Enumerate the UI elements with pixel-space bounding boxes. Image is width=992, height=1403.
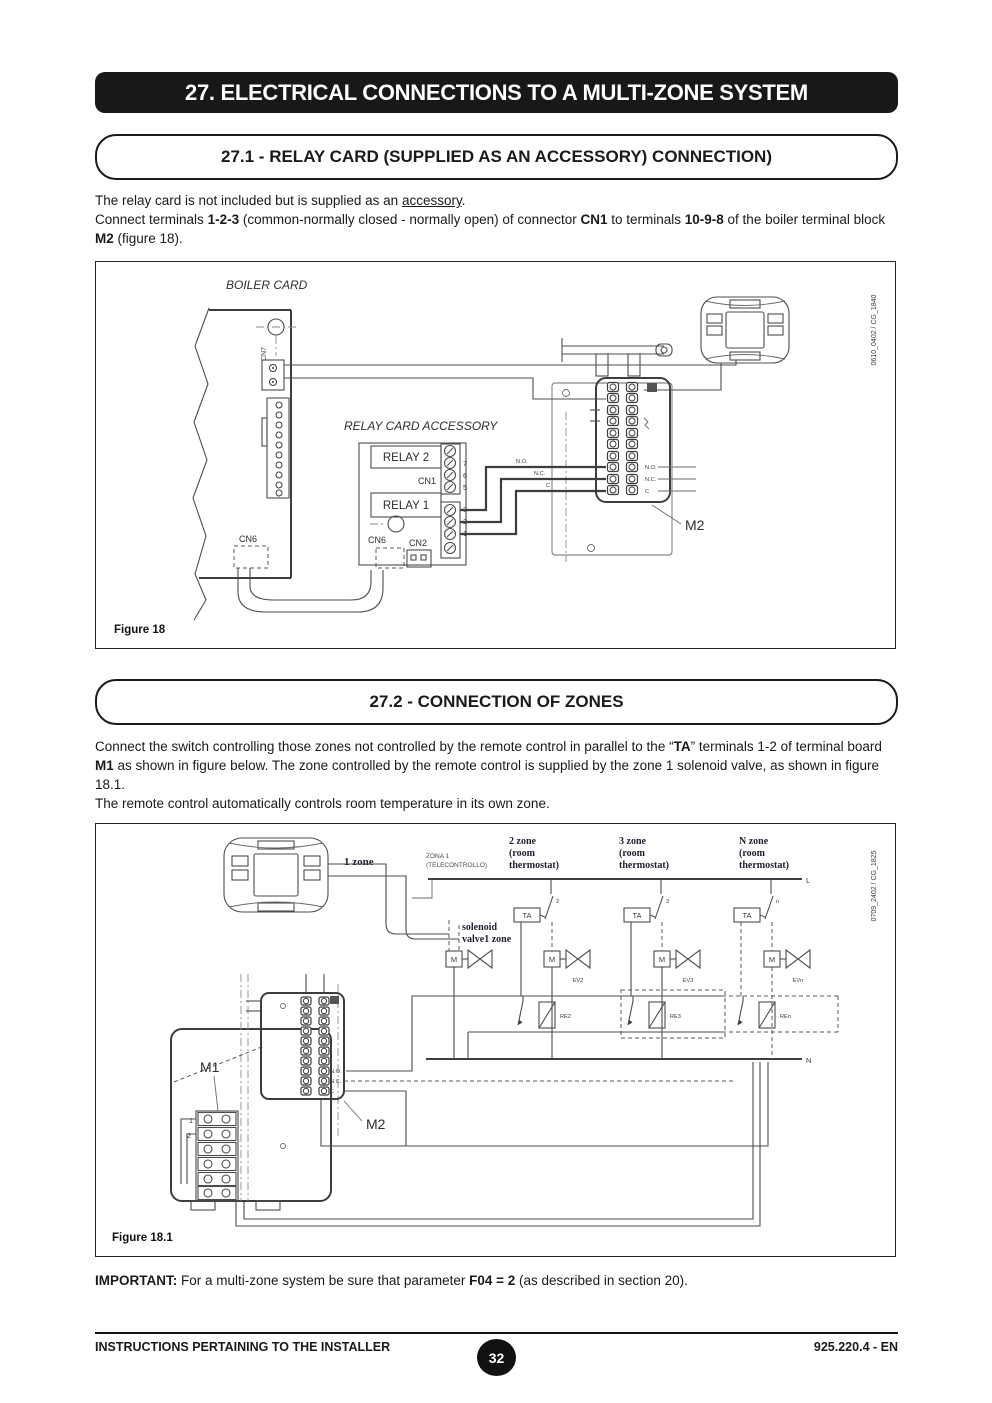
text-run: to terminals	[607, 212, 685, 227]
m2-contact-labels-right	[645, 465, 657, 495]
figure-18-1-diagram	[96, 824, 892, 1253]
relay-card	[359, 443, 467, 568]
text-run-bold: CN1	[580, 212, 608, 227]
svg-text:3: 3	[666, 899, 670, 905]
svg-text:N.C.: N.C.	[534, 471, 546, 477]
figure-18-code: 0610_0402 / CG_1840	[871, 294, 878, 366]
paragraph-relay-card	[95, 191, 901, 248]
section-title: 27. ELECTRICAL CONNECTIONS TO A MULTI-ZONE SYSTEM	[185, 79, 808, 105]
svg-text:1: 1	[188, 1116, 193, 1125]
wire-labels-left	[516, 459, 550, 489]
figure-18-caption: Figure 18	[114, 624, 166, 636]
footer-doc-code: 925.220.4 - EN	[813, 1340, 898, 1354]
text-run: Connect the switch controlling those zones not controlled by the remote control in parallel to the “	[95, 739, 674, 754]
m2-terminal-block	[590, 378, 696, 502]
text-run: as shown in figure below. The zone controlled by the remote control is supplied by the zone 1 solenoid valve, as shown in figure 18.1.	[95, 758, 879, 792]
svg-text:6: 6	[463, 471, 468, 480]
svg-text:2 zone: 2 zone	[509, 836, 536, 847]
svg-text:1: 1	[463, 529, 468, 538]
footer-left-text: INSTRUCTIONS PERTAINING TO THE INSTALLER	[95, 1340, 391, 1354]
text-run-bold: TA	[673, 739, 691, 754]
svg-text:TA: TA	[742, 911, 752, 920]
m2-terminal-strip	[246, 993, 344, 1099]
text-run-bold: F04 = 2	[469, 1273, 516, 1288]
page-number: 32	[488, 1349, 505, 1366]
footer-rule	[95, 1332, 898, 1334]
boiler-card-outline	[193, 308, 296, 620]
svg-text:N.O.: N.O.	[516, 459, 528, 465]
important-note	[95, 1271, 901, 1290]
svg-text:TA: TA	[522, 911, 532, 920]
mounting-bracket	[562, 338, 672, 376]
svg-text:3: 3	[463, 505, 468, 514]
text-run: .	[461, 193, 466, 208]
zona1-label-line1: ZONA 1	[426, 853, 450, 860]
figure-18-1-caption: Figure 18.1	[112, 1232, 173, 1244]
text-run: For a multi-zone system be sure that parameter	[177, 1273, 470, 1288]
svg-text:7: 7	[463, 459, 468, 468]
paragraph-connection-of-zones	[95, 737, 901, 813]
text-run: (common-normally closed - normally open) of connector	[239, 212, 581, 227]
svg-text:(room: (room	[509, 848, 535, 859]
text-run-bold: 10-9-8	[684, 212, 724, 227]
svg-text:M: M	[450, 955, 458, 964]
line-N-label: N	[806, 1056, 812, 1065]
svg-text:EV3: EV3	[682, 978, 694, 984]
svg-text:C: C	[645, 489, 650, 495]
text-run-underlined: accessory	[401, 193, 462, 208]
zone-1-valve	[446, 920, 512, 1059]
text-run-bold: M1	[95, 758, 114, 773]
text-run-bold: IMPORTANT:	[95, 1273, 178, 1288]
svg-text:RE3: RE3	[670, 1014, 681, 1020]
svg-text:EVn: EVn	[792, 978, 804, 984]
remote-control-illustration	[224, 838, 328, 912]
text-run: (as described in section 20).	[515, 1273, 688, 1288]
figure-18-1-code: 0709_2402 / CG_1825	[871, 850, 878, 922]
cn6-boiler-label: CN6	[239, 534, 258, 544]
zona1-label-line2: (TELECONTROLLO)	[426, 862, 488, 869]
m2-strip-contact-labels	[330, 1069, 342, 1095]
zone-1-label: 1 zone	[344, 856, 374, 868]
wiring	[284, 360, 736, 534]
subsection-27-1-heading	[95, 134, 898, 180]
text-run: The relay card is not included but is supplied as an	[95, 193, 402, 208]
svg-text:n: n	[776, 899, 780, 905]
ribbon-cable	[238, 568, 383, 612]
svg-text:RE2: RE2	[560, 1014, 571, 1020]
figure-18-1-frame	[95, 823, 896, 1257]
text-run: of the boiler terminal block	[723, 212, 886, 227]
svg-text:M: M	[548, 955, 556, 964]
m2-callout-label: M2	[685, 517, 705, 533]
line-L-label: L	[806, 876, 811, 885]
figure-18-frame	[95, 261, 896, 649]
figure-18-diagram	[96, 262, 892, 645]
svg-text:thermostat): thermostat)	[619, 860, 669, 871]
remote-control-illustration	[701, 297, 789, 363]
relay-card-accessory-label: RELAY CARD ACCESSORY	[344, 419, 498, 433]
text-run-bold: 1-2-3	[207, 212, 240, 227]
svg-text:valve1 zone: valve1 zone	[462, 934, 512, 945]
svg-text:N.O.: N.O.	[330, 1069, 342, 1075]
svg-text:2: 2	[463, 517, 468, 526]
svg-text:thermostat): thermostat)	[739, 860, 789, 871]
subsection-27-1-title: 27.1 - RELAY CARD (SUPPLIED AS AN ACCESSORY) CONNECTION)	[221, 147, 772, 166]
svg-text:N zone: N zone	[739, 836, 769, 847]
svg-text:N.O.: N.O.	[645, 465, 657, 471]
svg-text:5: 5	[463, 483, 468, 492]
svg-text:M: M	[658, 955, 666, 964]
svg-text:N.C.: N.C.	[645, 477, 657, 483]
text-run: The remote control automatically controls room temperature in its own zone.	[95, 796, 550, 811]
text-run-bold: M2	[95, 231, 114, 246]
section-title-banner	[95, 72, 898, 113]
zone-headers	[509, 836, 789, 871]
svg-text:C: C	[546, 483, 551, 489]
svg-text:N.C.: N.C.	[330, 1079, 342, 1085]
cn1-label: CN1	[417, 476, 436, 486]
svg-text:(room: (room	[619, 848, 645, 859]
svg-text:REn: REn	[780, 1014, 791, 1020]
svg-text:TA: TA	[632, 911, 642, 920]
svg-text:(room: (room	[739, 848, 765, 859]
cn2-label: CN2	[409, 538, 428, 548]
svg-text:3 zone: 3 zone	[619, 836, 646, 847]
remote-wires	[306, 864, 459, 993]
cn7-label: CN7	[261, 346, 268, 362]
boiler-card-label: BOILER CARD	[226, 278, 308, 292]
cn6-relay-label: CN6	[368, 535, 387, 545]
svg-text:2: 2	[186, 1131, 191, 1140]
svg-text:C: C	[330, 1089, 335, 1095]
relay2-label: RELAY 2	[382, 452, 430, 464]
text-run: ” terminals 1-2 of terminal board	[690, 739, 882, 754]
m2-callout-label: M2	[366, 1116, 386, 1132]
svg-text:M: M	[768, 955, 776, 964]
subsection-27-2-heading	[95, 679, 898, 725]
m1-terminal-block	[181, 1059, 238, 1201]
svg-text:thermostat): thermostat)	[509, 860, 559, 871]
subsection-27-2-title: 27.2 - CONNECTION OF ZONES	[369, 692, 624, 711]
svg-text:2: 2	[556, 899, 560, 905]
relay1-label: RELAY 1	[382, 500, 430, 512]
svg-text:solenoid: solenoid	[462, 922, 498, 933]
page-number-badge	[477, 1339, 516, 1376]
text-run: (figure 18).	[113, 231, 183, 246]
text-run: Connect terminals	[95, 212, 208, 227]
svg-text:EV2: EV2	[572, 978, 584, 984]
m1-callout-label: M1	[200, 1059, 220, 1075]
